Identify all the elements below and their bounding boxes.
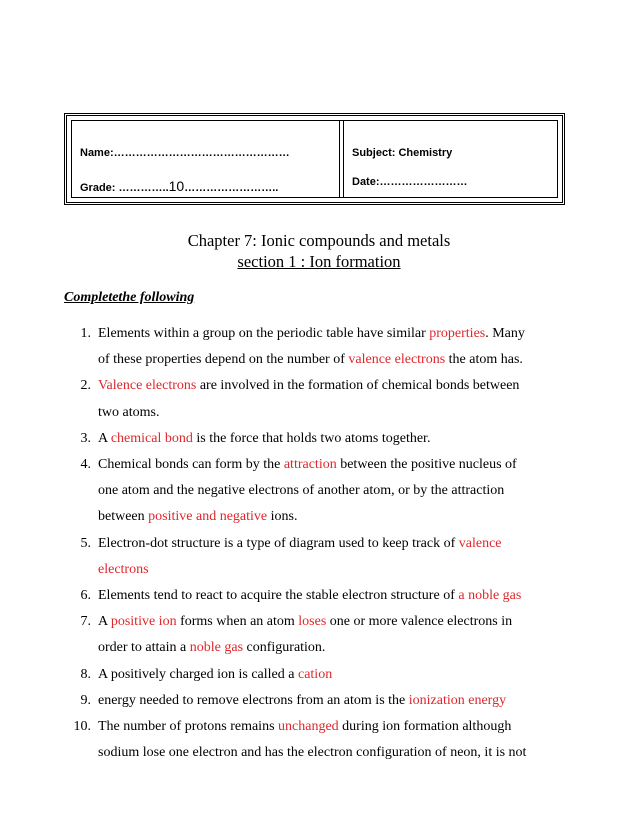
answer-text: ionization energy bbox=[408, 692, 507, 708]
header-box bbox=[64, 113, 565, 205]
answer-text: a noble gas bbox=[458, 588, 522, 603]
prompt-text: during ion formation although bbox=[338, 719, 512, 734]
prompt-text: forms when an atom bbox=[176, 614, 299, 630]
answer-text: valence bbox=[458, 535, 502, 551]
question-number: 5. bbox=[80, 535, 91, 551]
question-number: 6. bbox=[80, 588, 91, 603]
prompt-text: The number of protons remains bbox=[98, 719, 279, 734]
instruction-heading: Completethe following bbox=[64, 290, 195, 305]
answer-text: Valence electrons bbox=[98, 378, 197, 394]
answer-text: unchanged bbox=[278, 719, 339, 734]
prompt-text: one or more valence electrons in bbox=[326, 614, 513, 630]
section-title: section 1 : Ion formation bbox=[237, 252, 401, 271]
prompt-text: Elements within a group on the periodic table have similar bbox=[98, 326, 430, 341]
prompt-text: between bbox=[98, 509, 149, 525]
prompt-text: two atoms. bbox=[98, 404, 160, 420]
answer-text: positive ion bbox=[110, 614, 177, 630]
prompt-text: order to attain a bbox=[98, 640, 190, 656]
question-text bbox=[98, 405, 159, 421]
question-number: 4. bbox=[80, 457, 91, 472]
prompt-text: are involved in the formation of chemical bonds between bbox=[196, 378, 520, 394]
question-text bbox=[98, 562, 149, 578]
answer-text: loses bbox=[298, 614, 327, 630]
question-text bbox=[98, 745, 526, 761]
header-inner bbox=[71, 120, 558, 198]
subject-label: Subject: Chemistry bbox=[352, 147, 453, 159]
question-text bbox=[98, 588, 521, 604]
prompt-text: ions. bbox=[267, 509, 298, 525]
prompt-text: A bbox=[98, 430, 111, 446]
question-text bbox=[98, 693, 506, 709]
prompt-text: one atom and the negative electrons of another atom, or by the attraction bbox=[98, 483, 505, 499]
question-text bbox=[98, 483, 504, 499]
question-text bbox=[98, 640, 325, 656]
answer-text: cation bbox=[297, 666, 333, 682]
prompt-text: Elements tend to react to acquire the stable electron structure of bbox=[98, 588, 459, 603]
question-text bbox=[98, 509, 297, 525]
prompt-text: between the positive nucleus of bbox=[336, 457, 517, 472]
question-number: 8. bbox=[80, 666, 91, 682]
question-text bbox=[98, 667, 332, 683]
question-number: 1. bbox=[80, 326, 91, 341]
question-number: 7. bbox=[80, 614, 91, 630]
prompt-text: Chemical bonds can form by the bbox=[98, 457, 284, 472]
answer-text: chemical bond bbox=[110, 430, 193, 446]
prompt-text: is the force that holds two atoms together. bbox=[192, 430, 431, 446]
question-text bbox=[98, 352, 523, 368]
prompt-text: A positively charged ion is called a bbox=[98, 666, 298, 682]
prompt-text: configuration. bbox=[243, 640, 326, 656]
question-text bbox=[98, 431, 430, 447]
answer-text: positive and negative bbox=[148, 509, 268, 525]
name-field[interactable]: Name:………………………………………… bbox=[80, 147, 290, 159]
prompt-text: energy needed to remove electrons from an atom is the bbox=[98, 692, 409, 708]
answer-text: attraction bbox=[283, 457, 337, 472]
question-text bbox=[98, 457, 517, 473]
grade-prefix: Grade: ………….. bbox=[80, 182, 169, 194]
prompt-text: of these properties depend on the number of bbox=[98, 352, 349, 368]
grade-value: 10 bbox=[168, 178, 185, 194]
prompt-text: sodium lose one electron and has the electron configuration of neon, it is not bbox=[98, 745, 527, 761]
question-text bbox=[98, 536, 502, 552]
question-number: 9. bbox=[80, 692, 91, 708]
answer-text: electrons bbox=[98, 561, 149, 577]
prompt-text: A bbox=[98, 614, 111, 630]
student-info-cell bbox=[72, 121, 340, 197]
chapter-title: Chapter 7: Ionic compounds and metals bbox=[187, 231, 451, 250]
answer-text: noble gas bbox=[189, 640, 244, 656]
question-text bbox=[98, 614, 512, 630]
prompt-text: . Many bbox=[485, 326, 525, 341]
question-text bbox=[98, 326, 525, 342]
subject-info-cell bbox=[343, 121, 557, 197]
question-text bbox=[98, 719, 511, 735]
question-number: 10. bbox=[73, 719, 91, 734]
answer-text: valence electrons bbox=[348, 352, 446, 368]
prompt-text: the atom has. bbox=[445, 352, 523, 368]
question-text bbox=[98, 378, 519, 394]
grade-suffix: …………………….. bbox=[184, 182, 279, 194]
date-field[interactable]: Date:…………………… bbox=[352, 176, 468, 188]
answer-text: properties bbox=[429, 326, 486, 341]
question-number: 2. bbox=[80, 378, 91, 394]
grade-field[interactable] bbox=[80, 178, 278, 194]
question-number: 3. bbox=[80, 430, 91, 446]
prompt-text: Electron-dot structure is a type of diagram used to keep track of bbox=[98, 535, 459, 551]
